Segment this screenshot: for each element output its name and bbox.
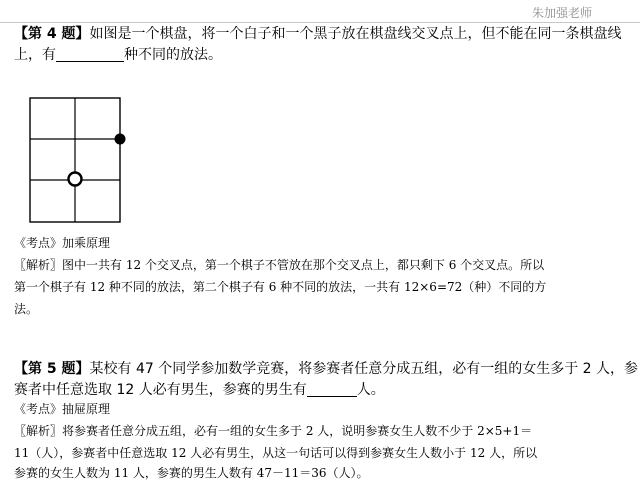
author-watermark: 朱加强老师 xyxy=(532,6,593,20)
q5-jiexi-2: 11（人），参赛者中任意选取 12 人必有男生，从这一句话可以得到参赛女生人数小于 12 人，所以 xyxy=(14,446,538,460)
white-stone xyxy=(69,173,82,186)
q5-stem-1: 某校有 47 个同学参加数学竞赛，将参赛者任意分成五组，必有一组的女生多于 2 人，参 xyxy=(89,361,639,377)
q5-jiexi-1: 〖解析〗将参赛者任意分成五组，必有一组的女生多于 2 人，说明参赛女生人数不少于 2×5+1＝ xyxy=(14,424,533,438)
q4-stem-2b: 种不同的放法。 xyxy=(124,47,222,63)
chessboard-figure xyxy=(28,96,140,226)
q4-answer-blank[interactable] xyxy=(56,47,124,62)
q5-line-1 xyxy=(14,359,639,380)
q4-line-2 xyxy=(14,45,626,66)
black-stone xyxy=(115,134,126,145)
q4-jiexi-3: 法。 xyxy=(14,302,39,316)
q4-kaodian: 《考点》加乘原理 xyxy=(14,236,111,250)
q4-jiexi-2: 第一个棋子有 12 种不同的放法，第二个棋子有 6 种不同的放法，一共有 12×6=72（种）不同的方 xyxy=(14,280,547,294)
q4-stem-2a: 上，有 xyxy=(14,47,56,63)
header-divider xyxy=(0,22,640,23)
q4-line-1 xyxy=(14,24,626,45)
q4-jiexi-1: 〖解析〗图中一共有 12 个交叉点，第一个棋子不管放在那个交叉点上，都只剩下 6 个交叉点。所以 xyxy=(14,258,545,272)
q5-kaodian: 《考点》抽屉原理 xyxy=(14,402,111,416)
q5-tag: 【第 5 题】 xyxy=(14,361,90,377)
q4-stem-1: 如图是一个棋盘，将一个白子和一个黑子放在棋盘线交叉点上，但不能在同一条棋盘线 xyxy=(89,26,622,42)
q5-stem-2b: 人。 xyxy=(356,382,385,398)
q5-stem-2a: 赛者中任意选取 12 人必有男生，参赛的男生有 xyxy=(14,382,307,398)
q5-jiexi-3: 参赛的女生人数为 11 人，参赛的男生人数有 47－11＝36（人）。 xyxy=(14,466,369,480)
q5-answer-blank[interactable] xyxy=(307,382,357,397)
q4-tag: 【第 4 题】 xyxy=(14,26,90,42)
